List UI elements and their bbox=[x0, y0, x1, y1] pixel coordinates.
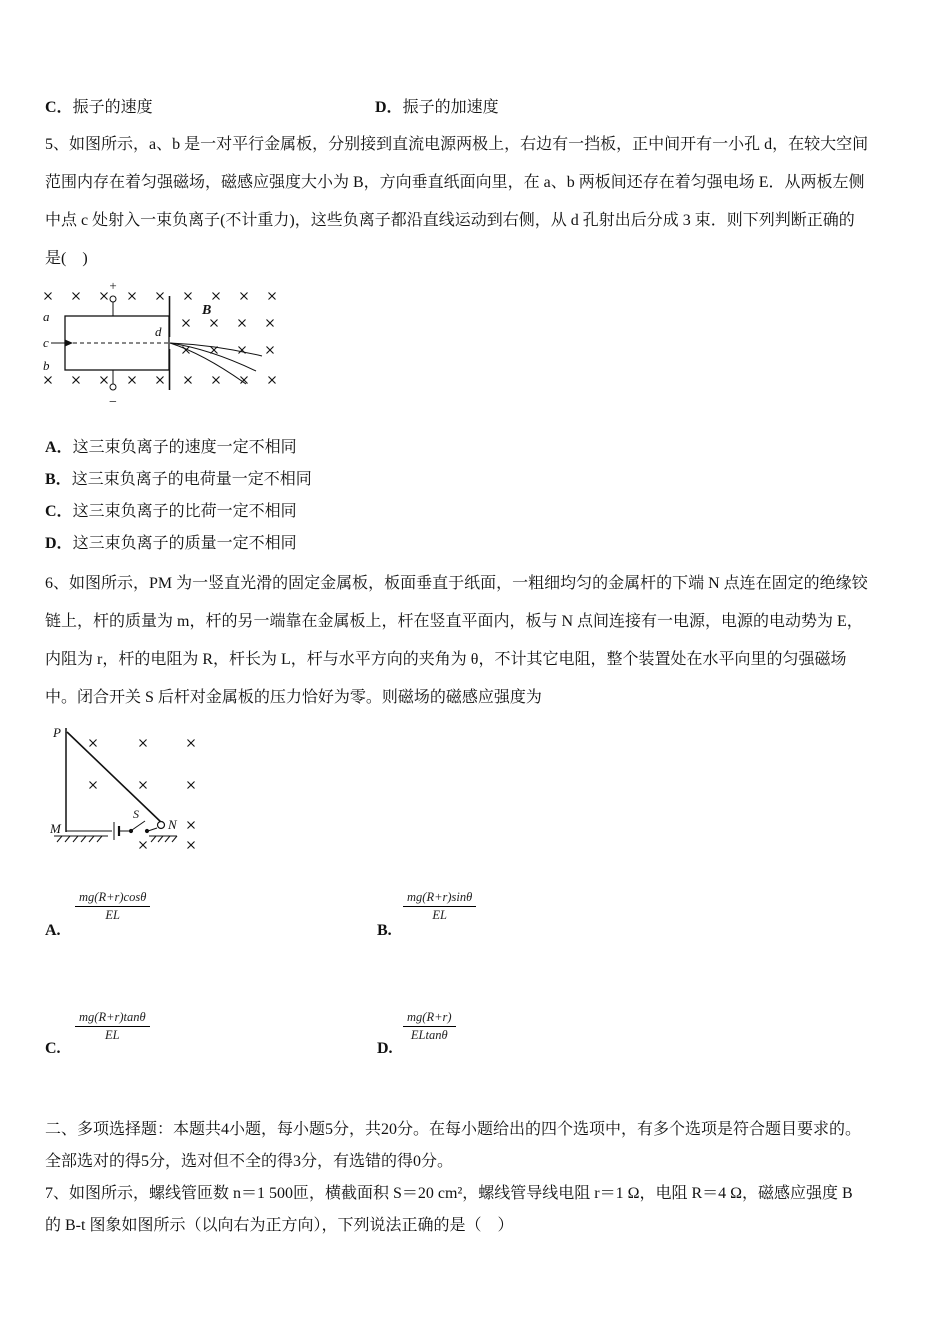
q6-option-a-formula bbox=[75, 890, 150, 923]
q5-option-a-label: A． bbox=[45, 439, 73, 456]
q6-line-4: 中。闭合开关 S 后杆对金属板的压力恰好为零。则磁场的磁感应强度为 bbox=[45, 689, 542, 706]
plate-a-label: a bbox=[43, 309, 50, 324]
switch-s-label: S bbox=[133, 807, 139, 821]
field-b-label: B bbox=[202, 303, 212, 318]
q6-line-2: 链上，杆的质量为 m，杆的另一端靠在金属板上，杆在竖直平面内，板与 N 点间连接有一电源，电源的电动势为 E， bbox=[45, 613, 863, 630]
q5-option-b-label: B． bbox=[45, 471, 72, 488]
q6-option-c-denominator: EL bbox=[105, 1028, 120, 1042]
q6-option-a-numerator: mg(R+r)cosθ bbox=[75, 890, 150, 907]
q5-figure bbox=[38, 276, 298, 419]
metal-rod bbox=[67, 732, 163, 824]
q6-option-c-numerator: mg(R+r)tanθ bbox=[75, 1010, 150, 1027]
q6-option-d-numerator: mg(R+r) bbox=[403, 1010, 456, 1027]
q5-line-4: 是( ) bbox=[45, 250, 88, 267]
q5-option-d-text: 这三束负离子的质量一定不相同 bbox=[72, 535, 297, 552]
q6-option-d-label: D. bbox=[377, 1040, 393, 1057]
plate-b-label: b bbox=[43, 358, 50, 373]
q6-option-a-denominator: EL bbox=[105, 908, 120, 922]
q6-line-3: 内阻为 r，杆的电阻为 R，杆长为 L，杆与水平方向的夹角为 θ，不计其它电阻，整个装置处在水平向里的匀强磁场 bbox=[45, 651, 847, 668]
prev-option-c-label: C． bbox=[45, 99, 73, 116]
prev-option-d bbox=[375, 98, 499, 118]
prev-option-c-text: 振子的速度 bbox=[72, 99, 153, 116]
minus-label: − bbox=[109, 395, 117, 410]
prev-option-c bbox=[45, 98, 153, 118]
q5-option-d-label: D． bbox=[45, 535, 73, 552]
point-c-label: c bbox=[43, 335, 49, 350]
positive-terminal bbox=[109, 278, 116, 316]
prev-option-d-label: D． bbox=[375, 99, 403, 116]
q6-option-b-label: B. bbox=[377, 922, 392, 939]
hinge-n bbox=[158, 822, 165, 829]
q6-option-b-denominator: EL bbox=[432, 908, 447, 922]
q5-option-c bbox=[45, 502, 297, 522]
q6-option-a-label: A. bbox=[45, 922, 61, 939]
section2-line-1: 二、多项选择题：本题共4小题，每小题5分，共20分。在每小题给出的四个选项中，有多个选项是符合题目要求的。 bbox=[45, 1121, 862, 1138]
q5-line-1: 5、如图所示，a、b 是一对平行金属板，分别接到直流电源两极上，右边有一挡板，正中间开有一小孔 d，在较大空间 bbox=[45, 136, 869, 153]
point-n-label: N bbox=[168, 817, 177, 832]
q6-figure bbox=[50, 724, 220, 869]
q6-option-c-formula bbox=[75, 1010, 150, 1043]
negative-terminal bbox=[109, 370, 117, 410]
plus-label: + bbox=[109, 278, 117, 293]
prev-option-d-text: 振子的加速度 bbox=[402, 99, 499, 116]
q6-line-1: 6、如图所示，PM 为一竖直光滑的固定金属板，板面垂直于纸面，一粗细均匀的金属杆的下端 N 点连在固定的绝缘铰 bbox=[45, 575, 868, 592]
q5-option-b bbox=[45, 470, 312, 490]
q5-option-a bbox=[45, 438, 297, 458]
q5-option-c-label: C． bbox=[45, 503, 73, 520]
q6-option-d-formula bbox=[403, 1010, 456, 1043]
q7-line-2: 的 B-t 图象如图所示（以向右为正方向），下列说法正确的是（ ） bbox=[45, 1217, 514, 1234]
hole-d-label: d bbox=[155, 324, 162, 339]
q6-option-d-denominator: ELtanθ bbox=[410, 1028, 448, 1042]
section2-line-2: 全部选对的得5分，选对但不全的得3分，有选错的得0分。 bbox=[45, 1153, 454, 1170]
ion-trajectories bbox=[170, 343, 262, 384]
point-m-label: M bbox=[50, 821, 61, 836]
q5-option-d bbox=[45, 534, 297, 554]
q5-line-3: 中点 c 处射入一束负离子(不计重力)，这些负离子都沿直线运动到右侧，从 d 孔射出后分成 3 束．则下列判断正确的 bbox=[45, 212, 855, 229]
q6-option-b-formula bbox=[403, 890, 476, 923]
q5-option-b-text: 这三束负离子的电荷量一定不相同 bbox=[71, 471, 312, 488]
q6-option-c-label: C. bbox=[45, 1040, 61, 1057]
q5-option-a-text: 这三束负离子的速度一定不相同 bbox=[72, 439, 297, 456]
magnetic-field-crosses bbox=[90, 740, 195, 849]
point-p-label: P bbox=[53, 725, 61, 740]
q5-line-2: 范围内存在着匀强磁场，磁感应强度大小为 B，方向垂直纸面向里，在 a、b 两板间还存在着匀强电场 E．从两板左侧 bbox=[45, 174, 865, 191]
beam-path bbox=[51, 340, 169, 347]
circuit bbox=[66, 821, 157, 840]
q7-line-1: 7、如图所示，螺线管匝数 n＝1 500匝，横截面积 S＝20 cm²，螺线管导线电阻 r＝1 Ω，电阻 R＝4 Ω，磁感应强度 B bbox=[45, 1185, 853, 1202]
q5-option-c-text: 这三束负离子的比荷一定不相同 bbox=[72, 503, 297, 520]
ground-hatch-m bbox=[54, 836, 108, 842]
q6-option-b-numerator: mg(R+r)sinθ bbox=[403, 890, 476, 907]
ground-hatch-n bbox=[149, 836, 177, 842]
